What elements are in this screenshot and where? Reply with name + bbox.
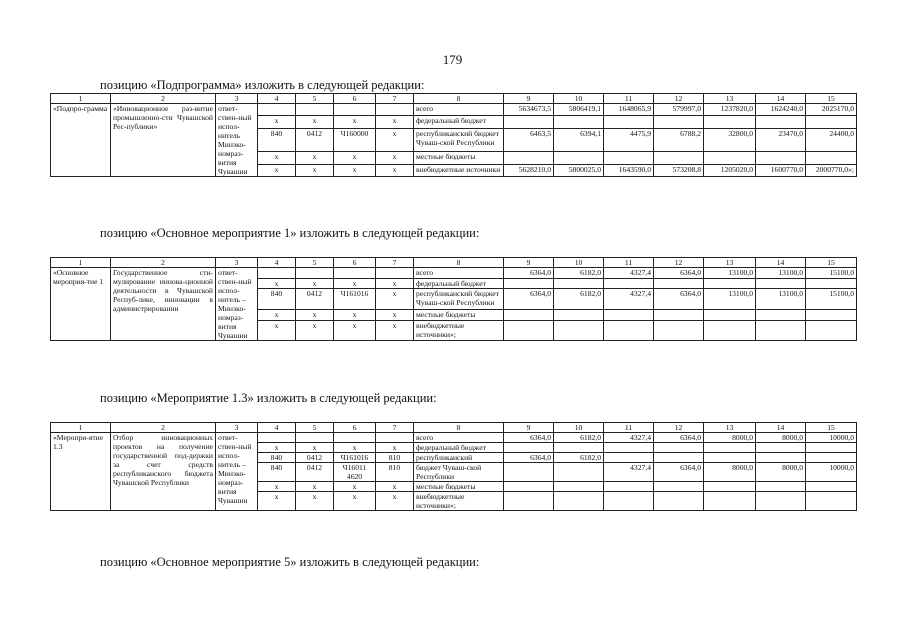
- column-number: 9: [504, 94, 554, 104]
- value-cell: 6463,5: [504, 128, 554, 152]
- value-cell: 15100,0: [806, 268, 857, 279]
- value-cell: [756, 309, 806, 320]
- value-cell: [756, 482, 806, 492]
- expense-type-cell: 810: [376, 453, 414, 463]
- column-number: 1: [51, 258, 111, 268]
- expense-type-cell: x: [376, 482, 414, 492]
- value-cell: [504, 463, 554, 482]
- column-number: 7: [376, 423, 414, 433]
- value-cell: [704, 453, 756, 463]
- value-cell: [654, 453, 704, 463]
- value-cell: 573208,8: [654, 164, 704, 176]
- value-cell: 13100,0: [756, 289, 806, 309]
- value-cell: [704, 278, 756, 289]
- table-main-activity-1: [50, 257, 857, 341]
- value-cell: [806, 309, 857, 320]
- expense-type-cell: x: [376, 289, 414, 309]
- column-number: 12: [654, 258, 704, 268]
- value-cell: [504, 309, 554, 320]
- column-number: 2: [111, 258, 216, 268]
- column-number: 11: [604, 94, 654, 104]
- column-number: 14: [756, 94, 806, 104]
- expense-type-cell: x: [376, 164, 414, 176]
- value-cell: [704, 443, 756, 453]
- value-cell: [604, 453, 654, 463]
- value-cell: 6364,0: [504, 453, 554, 463]
- value-cell: [654, 278, 704, 289]
- column-number: 7: [376, 258, 414, 268]
- value-cell: [604, 320, 654, 340]
- column-number: 5: [296, 423, 334, 433]
- value-cell: 10000,0: [806, 463, 857, 482]
- funding-source-cell: республиканский бюджет Чуваш-ской Республики: [414, 289, 504, 309]
- value-cell: 10000,0: [806, 433, 857, 443]
- grbs-cell: x: [258, 320, 296, 340]
- value-cell: 8000,0: [756, 433, 806, 443]
- value-cell: 2000770,0»;: [806, 164, 857, 176]
- value-cell: [704, 492, 756, 511]
- value-cell: 32800,0: [704, 128, 756, 152]
- value-cell: 1600770,0: [756, 164, 806, 176]
- value-cell: [704, 116, 756, 128]
- column-number: 1: [51, 94, 111, 104]
- column-number: 4: [258, 94, 296, 104]
- column-number: 10: [554, 258, 604, 268]
- value-cell: 6394,1: [554, 128, 604, 152]
- value-cell: [554, 320, 604, 340]
- value-cell: 6364,0: [654, 463, 704, 482]
- section-heading-main-activity-5: позицию «Основное мероприятие 5» изложить в следующей редакции:: [100, 555, 480, 569]
- funding-source-cell: федеральный бюджет: [414, 116, 504, 128]
- section-code-cell: x: [296, 164, 334, 176]
- column-number: 4: [258, 423, 296, 433]
- value-cell: [654, 492, 704, 511]
- value-cell: [554, 463, 604, 482]
- funding-source-cell: местные бюджеты: [414, 309, 504, 320]
- value-cell: [806, 482, 857, 492]
- value-cell: 6182,0: [554, 433, 604, 443]
- program-name-cell: «Инновационное раз-витие промышленно-сти Чувашской Рес-публики»: [111, 104, 216, 177]
- value-cell: 6182,0: [554, 453, 604, 463]
- expense-type-cell: x: [376, 128, 414, 152]
- column-number: 10: [554, 423, 604, 433]
- expense-type-cell: x: [376, 152, 414, 164]
- value-cell: 6182,0: [554, 268, 604, 279]
- value-cell: [604, 116, 654, 128]
- column-number: 5: [296, 258, 334, 268]
- grbs-cell: x: [258, 482, 296, 492]
- target-item-cell: x: [334, 152, 376, 164]
- value-cell: [806, 152, 857, 164]
- value-cell: 1643590,0: [604, 164, 654, 176]
- value-cell: 4327,4: [604, 433, 654, 443]
- grbs-cell: x: [258, 152, 296, 164]
- value-cell: [504, 116, 554, 128]
- section-code-cell: 0412: [296, 128, 334, 152]
- expense-type-cell: x: [376, 443, 414, 453]
- grbs-cell: 840: [258, 453, 296, 463]
- column-number: 15: [806, 94, 857, 104]
- target-item-cell: x: [334, 492, 376, 511]
- column-number-row: [51, 423, 857, 433]
- value-cell: [756, 116, 806, 128]
- expense-type-cell: 810: [376, 463, 414, 482]
- table-row: [51, 433, 857, 443]
- target-item-cell: [334, 104, 376, 116]
- value-cell: [756, 453, 806, 463]
- value-cell: 6364,0: [504, 268, 554, 279]
- value-cell: [704, 152, 756, 164]
- section-code-cell: [296, 268, 334, 279]
- column-number-row: [51, 258, 857, 268]
- responsible-cell: ответ-ствен-ный испол-нитель – Минэко-номраз-вития Чувашии: [216, 433, 258, 511]
- value-cell: [806, 453, 857, 463]
- expense-type-cell: [376, 104, 414, 116]
- value-cell: 5806419,1: [554, 104, 604, 116]
- value-cell: [704, 320, 756, 340]
- column-number: 13: [704, 94, 756, 104]
- column-number: 8: [414, 258, 504, 268]
- value-cell: 2025170,0: [806, 104, 857, 116]
- value-cell: 23470,0: [756, 128, 806, 152]
- funding-source-cell: всего: [414, 268, 504, 279]
- value-cell: 6364,0: [504, 433, 554, 443]
- value-cell: [756, 320, 806, 340]
- value-cell: [554, 278, 604, 289]
- value-cell: [806, 443, 857, 453]
- section-code-cell: x: [296, 278, 334, 289]
- table-subprogram: [50, 93, 857, 177]
- column-number: 8: [414, 94, 504, 104]
- column-number: 2: [111, 423, 216, 433]
- value-cell: [806, 278, 857, 289]
- value-cell: 4327,4: [604, 463, 654, 482]
- target-item-cell: x: [334, 278, 376, 289]
- value-cell: 6364,0: [654, 268, 704, 279]
- value-cell: [806, 116, 857, 128]
- value-cell: [504, 492, 554, 511]
- section-code-cell: x: [296, 309, 334, 320]
- value-cell: [604, 443, 654, 453]
- value-cell: 6364,0: [504, 289, 554, 309]
- funding-source-cell: местные бюджеты: [414, 152, 504, 164]
- column-number: 8: [414, 423, 504, 433]
- grbs-cell: 840: [258, 289, 296, 309]
- grbs-cell: 840: [258, 128, 296, 152]
- column-number: 4: [258, 258, 296, 268]
- funding-source-cell: бюджет Чуваш-ской Республики: [414, 463, 504, 482]
- column-number: 6: [334, 258, 376, 268]
- value-cell: [554, 309, 604, 320]
- value-cell: [806, 492, 857, 511]
- column-number: 15: [806, 423, 857, 433]
- value-cell: [504, 320, 554, 340]
- value-cell: [806, 320, 857, 340]
- funding-source-cell: федеральный бюджет: [414, 443, 504, 453]
- column-number: 1: [51, 423, 111, 433]
- grbs-cell: 840: [258, 463, 296, 482]
- expense-type-cell: x: [376, 320, 414, 340]
- value-cell: [756, 152, 806, 164]
- section-heading-main-activity-1: позицию «Основное мероприятие 1» изложить в следующей редакции:: [100, 226, 480, 240]
- funding-source-cell: внебюджетные источники: [414, 164, 504, 176]
- expense-type-cell: [376, 268, 414, 279]
- value-cell: [654, 309, 704, 320]
- target-item-cell: x: [334, 443, 376, 453]
- column-number: 5: [296, 94, 334, 104]
- responsible-cell: ответ-ствен-ный испол-нитель – Минэко-номраз-вития Чувашии: [216, 268, 258, 341]
- value-cell: [504, 443, 554, 453]
- expense-type-cell: x: [376, 278, 414, 289]
- value-cell: 1205020,0: [704, 164, 756, 176]
- section-code-cell: x: [296, 492, 334, 511]
- value-cell: [756, 278, 806, 289]
- value-cell: [704, 309, 756, 320]
- column-number: 2: [111, 94, 216, 104]
- grbs-cell: x: [258, 309, 296, 320]
- value-cell: 6364,0: [654, 433, 704, 443]
- column-number: 15: [806, 258, 857, 268]
- value-cell: [554, 482, 604, 492]
- program-name-cell: Отбор инновационных проектов на получение государственной под-держки за счет средств республиканского бюджета Чувашской Республики: [111, 433, 216, 511]
- value-cell: 579997,0: [654, 104, 704, 116]
- value-cell: [654, 152, 704, 164]
- target-item-cell: Ч161016: [334, 453, 376, 463]
- funding-source-cell: местные бюджеты: [414, 482, 504, 492]
- column-number-row: [51, 94, 857, 104]
- funding-source-cell: внебюджетные источники»;: [414, 320, 504, 340]
- value-cell: 8000,0: [704, 463, 756, 482]
- grbs-cell: x: [258, 164, 296, 176]
- section-code-cell: x: [296, 116, 334, 128]
- column-number: 6: [334, 94, 376, 104]
- value-cell: 5800025,0: [554, 164, 604, 176]
- value-cell: [504, 482, 554, 492]
- column-number: 3: [216, 423, 258, 433]
- table-row: [51, 268, 857, 279]
- column-number: 7: [376, 94, 414, 104]
- value-cell: [654, 443, 704, 453]
- value-cell: [554, 116, 604, 128]
- target-item-cell: Ч161016: [334, 289, 376, 309]
- value-cell: 1648065,9: [604, 104, 654, 116]
- target-item-cell: [334, 268, 376, 279]
- column-number: 12: [654, 423, 704, 433]
- table-activity-1-3: [50, 422, 857, 511]
- grbs-cell: [258, 268, 296, 279]
- value-cell: [604, 482, 654, 492]
- section-code-cell: [296, 433, 334, 443]
- value-cell: 1624240,0: [756, 104, 806, 116]
- funding-source-cell: всего: [414, 104, 504, 116]
- funding-source-cell: федеральный бюджет: [414, 278, 504, 289]
- column-number: 13: [704, 258, 756, 268]
- section-code-cell: x: [296, 320, 334, 340]
- section-heading-activity-1-3: позицию «Мероприятие 1.3» изложить в следующей редакции:: [100, 391, 437, 405]
- expense-type-cell: x: [376, 116, 414, 128]
- value-cell: [654, 320, 704, 340]
- column-number: 6: [334, 423, 376, 433]
- value-cell: 15100,0: [806, 289, 857, 309]
- value-cell: 4327,4: [604, 268, 654, 279]
- target-item-cell: Ч160000: [334, 128, 376, 152]
- value-cell: [504, 278, 554, 289]
- column-number: 9: [504, 423, 554, 433]
- funding-source-cell: внебюджетные источники»;: [414, 492, 504, 511]
- target-item-cell: x: [334, 116, 376, 128]
- section-code-cell: 0412: [296, 453, 334, 463]
- column-number: 11: [604, 423, 654, 433]
- grbs-cell: x: [258, 116, 296, 128]
- value-cell: [604, 492, 654, 511]
- value-cell: 8000,0: [756, 463, 806, 482]
- column-number: 13: [704, 423, 756, 433]
- value-cell: [756, 443, 806, 453]
- column-number: 3: [216, 94, 258, 104]
- target-item-cell: x: [334, 482, 376, 492]
- column-number: 14: [756, 258, 806, 268]
- status-cell: «Основное мероприя-тие 1: [51, 268, 111, 341]
- target-item-cell: x: [334, 164, 376, 176]
- column-number: 10: [554, 94, 604, 104]
- value-cell: 24400,0: [806, 128, 857, 152]
- target-item-cell: Ч16011 4620: [334, 463, 376, 482]
- value-cell: 4327,4: [604, 289, 654, 309]
- value-cell: 13100,0: [704, 268, 756, 279]
- value-cell: 13100,0: [704, 289, 756, 309]
- target-item-cell: [334, 433, 376, 443]
- grbs-cell: x: [258, 278, 296, 289]
- section-code-cell: x: [296, 443, 334, 453]
- section-code-cell: x: [296, 482, 334, 492]
- grbs-cell: x: [258, 492, 296, 511]
- target-item-cell: x: [334, 309, 376, 320]
- value-cell: [604, 152, 654, 164]
- value-cell: [704, 482, 756, 492]
- value-cell: 1237820,0: [704, 104, 756, 116]
- column-number: 9: [504, 258, 554, 268]
- value-cell: 5634673,5: [504, 104, 554, 116]
- value-cell: 6788,2: [654, 128, 704, 152]
- value-cell: 6364,0: [654, 289, 704, 309]
- column-number: 14: [756, 423, 806, 433]
- funding-source-cell: республиканский бюджет Чуваш-ской Республики: [414, 128, 504, 152]
- grbs-cell: [258, 104, 296, 116]
- grbs-cell: [258, 433, 296, 443]
- expense-type-cell: x: [376, 492, 414, 511]
- value-cell: [504, 152, 554, 164]
- expense-type-cell: [376, 433, 414, 443]
- table-row: [51, 104, 857, 116]
- program-name-cell: Государственное сти-мулирование иннова-ционной деятельности в Чувашской Респуб-лике, инновации в администрировании: [111, 268, 216, 341]
- column-number: 3: [216, 258, 258, 268]
- page-number: 179: [442, 52, 463, 67]
- section-code-cell: [296, 104, 334, 116]
- value-cell: 4475,9: [604, 128, 654, 152]
- grbs-cell: x: [258, 443, 296, 453]
- value-cell: [654, 482, 704, 492]
- value-cell: [604, 309, 654, 320]
- value-cell: [604, 278, 654, 289]
- value-cell: [654, 116, 704, 128]
- value-cell: 8000,0: [704, 433, 756, 443]
- status-cell: «Меропри-ятие 1.3: [51, 433, 111, 511]
- value-cell: [554, 492, 604, 511]
- funding-source-cell: всего: [414, 433, 504, 443]
- section-code-cell: 0412: [296, 289, 334, 309]
- value-cell: [554, 443, 604, 453]
- expense-type-cell: x: [376, 309, 414, 320]
- column-number: 11: [604, 258, 654, 268]
- section-code-cell: x: [296, 152, 334, 164]
- column-number: 12: [654, 94, 704, 104]
- target-item-cell: x: [334, 320, 376, 340]
- section-heading-subprogram: позицию «Подпрограмма» изложить в следующей редакции:: [100, 78, 425, 92]
- value-cell: 13100,0: [756, 268, 806, 279]
- status-cell: «Подпро-грамма: [51, 104, 111, 177]
- value-cell: 6182,0: [554, 289, 604, 309]
- section-code-cell: 0412: [296, 463, 334, 482]
- value-cell: [554, 152, 604, 164]
- value-cell: [756, 492, 806, 511]
- responsible-cell: ответ-ствен-ный испол-нитель Минэко-номраз-вития Чувашии: [216, 104, 258, 177]
- value-cell: 5628210,0: [504, 164, 554, 176]
- funding-source-cell: республиканский: [414, 453, 504, 463]
